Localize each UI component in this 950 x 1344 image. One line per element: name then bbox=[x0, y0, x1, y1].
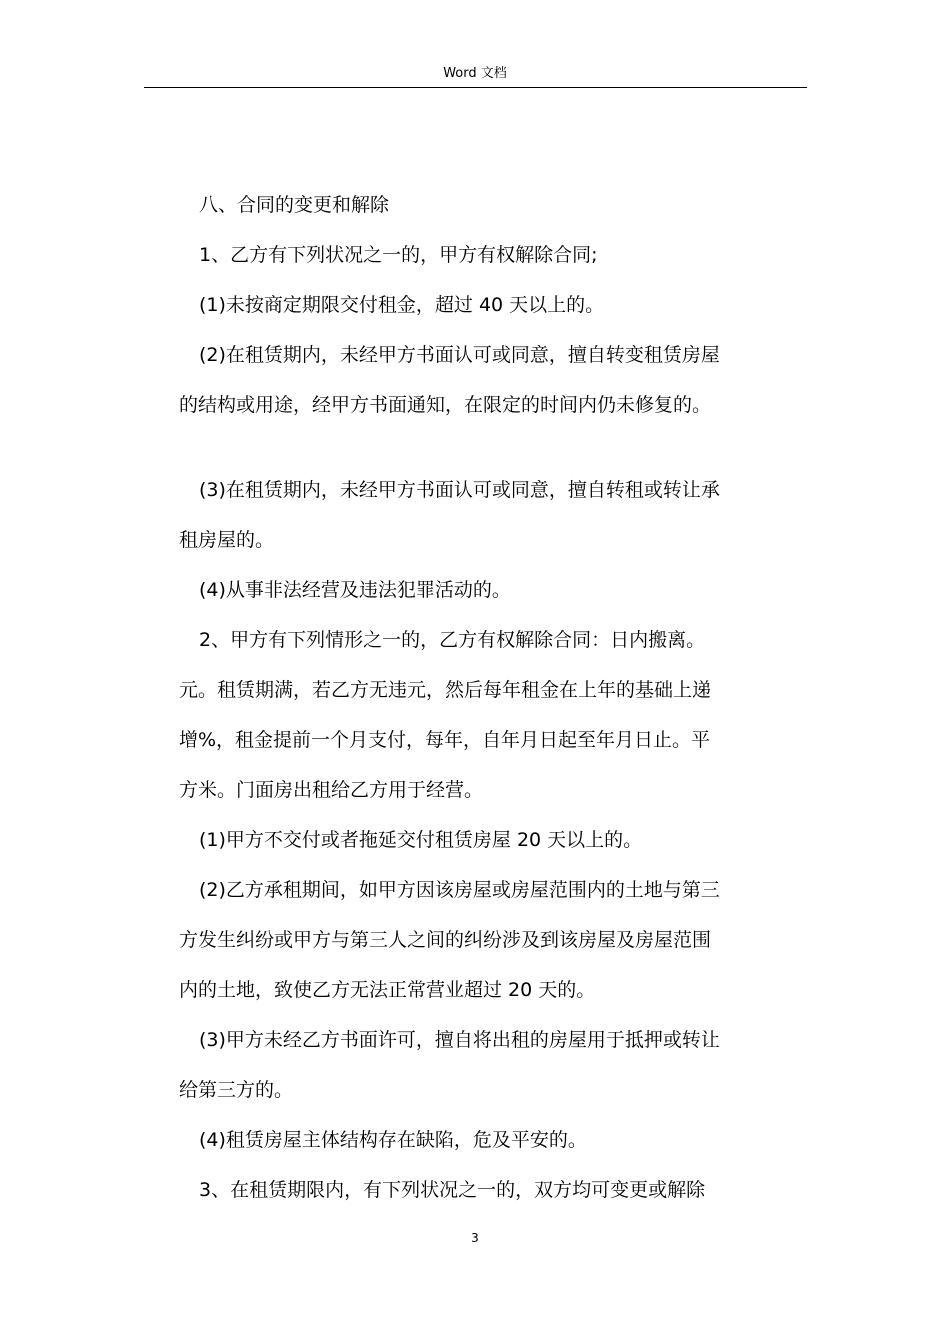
clause-2-item-2-line-1: (2)乙方承租期间，如甲方因该房屋或房屋范围内的土地与第三 bbox=[199, 879, 720, 901]
clause-2-line-4: 方米。门面房出租给乙方用于经营。 bbox=[179, 779, 484, 801]
clause-1-item-1: (1)未按商定期限交付租金，超过 40 天以上的。 bbox=[199, 294, 605, 316]
clause-1-item-2-line-2: 的结构或用途，经甲方书面通知，在限定的时间内仍未修复的。 bbox=[179, 394, 712, 416]
document-header-title: Word 文档 bbox=[443, 66, 507, 81]
clause-3-line-1: 3、在租赁期限内，有下列状况之一的，双方均可变更或解除 bbox=[199, 1179, 706, 1201]
section-heading: 八、合同的变更和解除 bbox=[199, 194, 390, 216]
clause-2-item-4: (4)租赁房屋主体结构存在缺陷，危及平安的。 bbox=[199, 1129, 587, 1151]
paragraph-gap bbox=[179, 430, 809, 465]
clause-1-item-3-line-2: 租房屋的。 bbox=[179, 529, 275, 551]
clause-2-item-3-line-2: 给第三方的。 bbox=[179, 1079, 294, 1101]
clause-2-line-1: 2、甲方有下列情形之一的，乙方有权解除合同：日内搬离。 bbox=[199, 629, 706, 651]
clause-2-line-3: 增%，租金提前一个月支付，每年，自年月日起至年月日止。平 bbox=[179, 729, 711, 751]
document-body bbox=[179, 180, 809, 1215]
clause-1-item-2-line-1: (2)在租赁期内，未经甲方书面认可或同意，擅自转变租赁房屋 bbox=[199, 344, 720, 366]
clause-2-line-2: 元。租赁期满，若乙方无违元，然后每年租金在上年的基础上递 bbox=[179, 679, 712, 701]
clause-2-item-2-line-2: 方发生纠纷或甲方与第三人之间的纠纷涉及到该房屋及房屋范围 bbox=[179, 929, 712, 951]
clause-1-item-3-line-1: (3)在租赁期内，未经甲方书面认可或同意，擅自转租或转让承 bbox=[199, 479, 720, 501]
clause-2-item-2-line-3: 内的土地，致使乙方无法正常营业超过 20 天的。 bbox=[179, 979, 596, 1001]
clause-2-item-1: (1)甲方不交付或者拖延交付租赁房屋 20 天以上的。 bbox=[199, 829, 643, 851]
header-divider bbox=[144, 87, 807, 88]
page-number: 3 bbox=[471, 1231, 479, 1245]
clause-1-item-4: (4)从事非法经营及违法犯罪活动的。 bbox=[199, 579, 511, 601]
clause-1: 1、乙方有下列状况之一的，甲方有权解除合同; bbox=[199, 244, 598, 266]
clause-2-item-3-line-1: (3)甲方未经乙方书面许可，擅自将出租的房屋用于抵押或转让 bbox=[199, 1029, 720, 1051]
